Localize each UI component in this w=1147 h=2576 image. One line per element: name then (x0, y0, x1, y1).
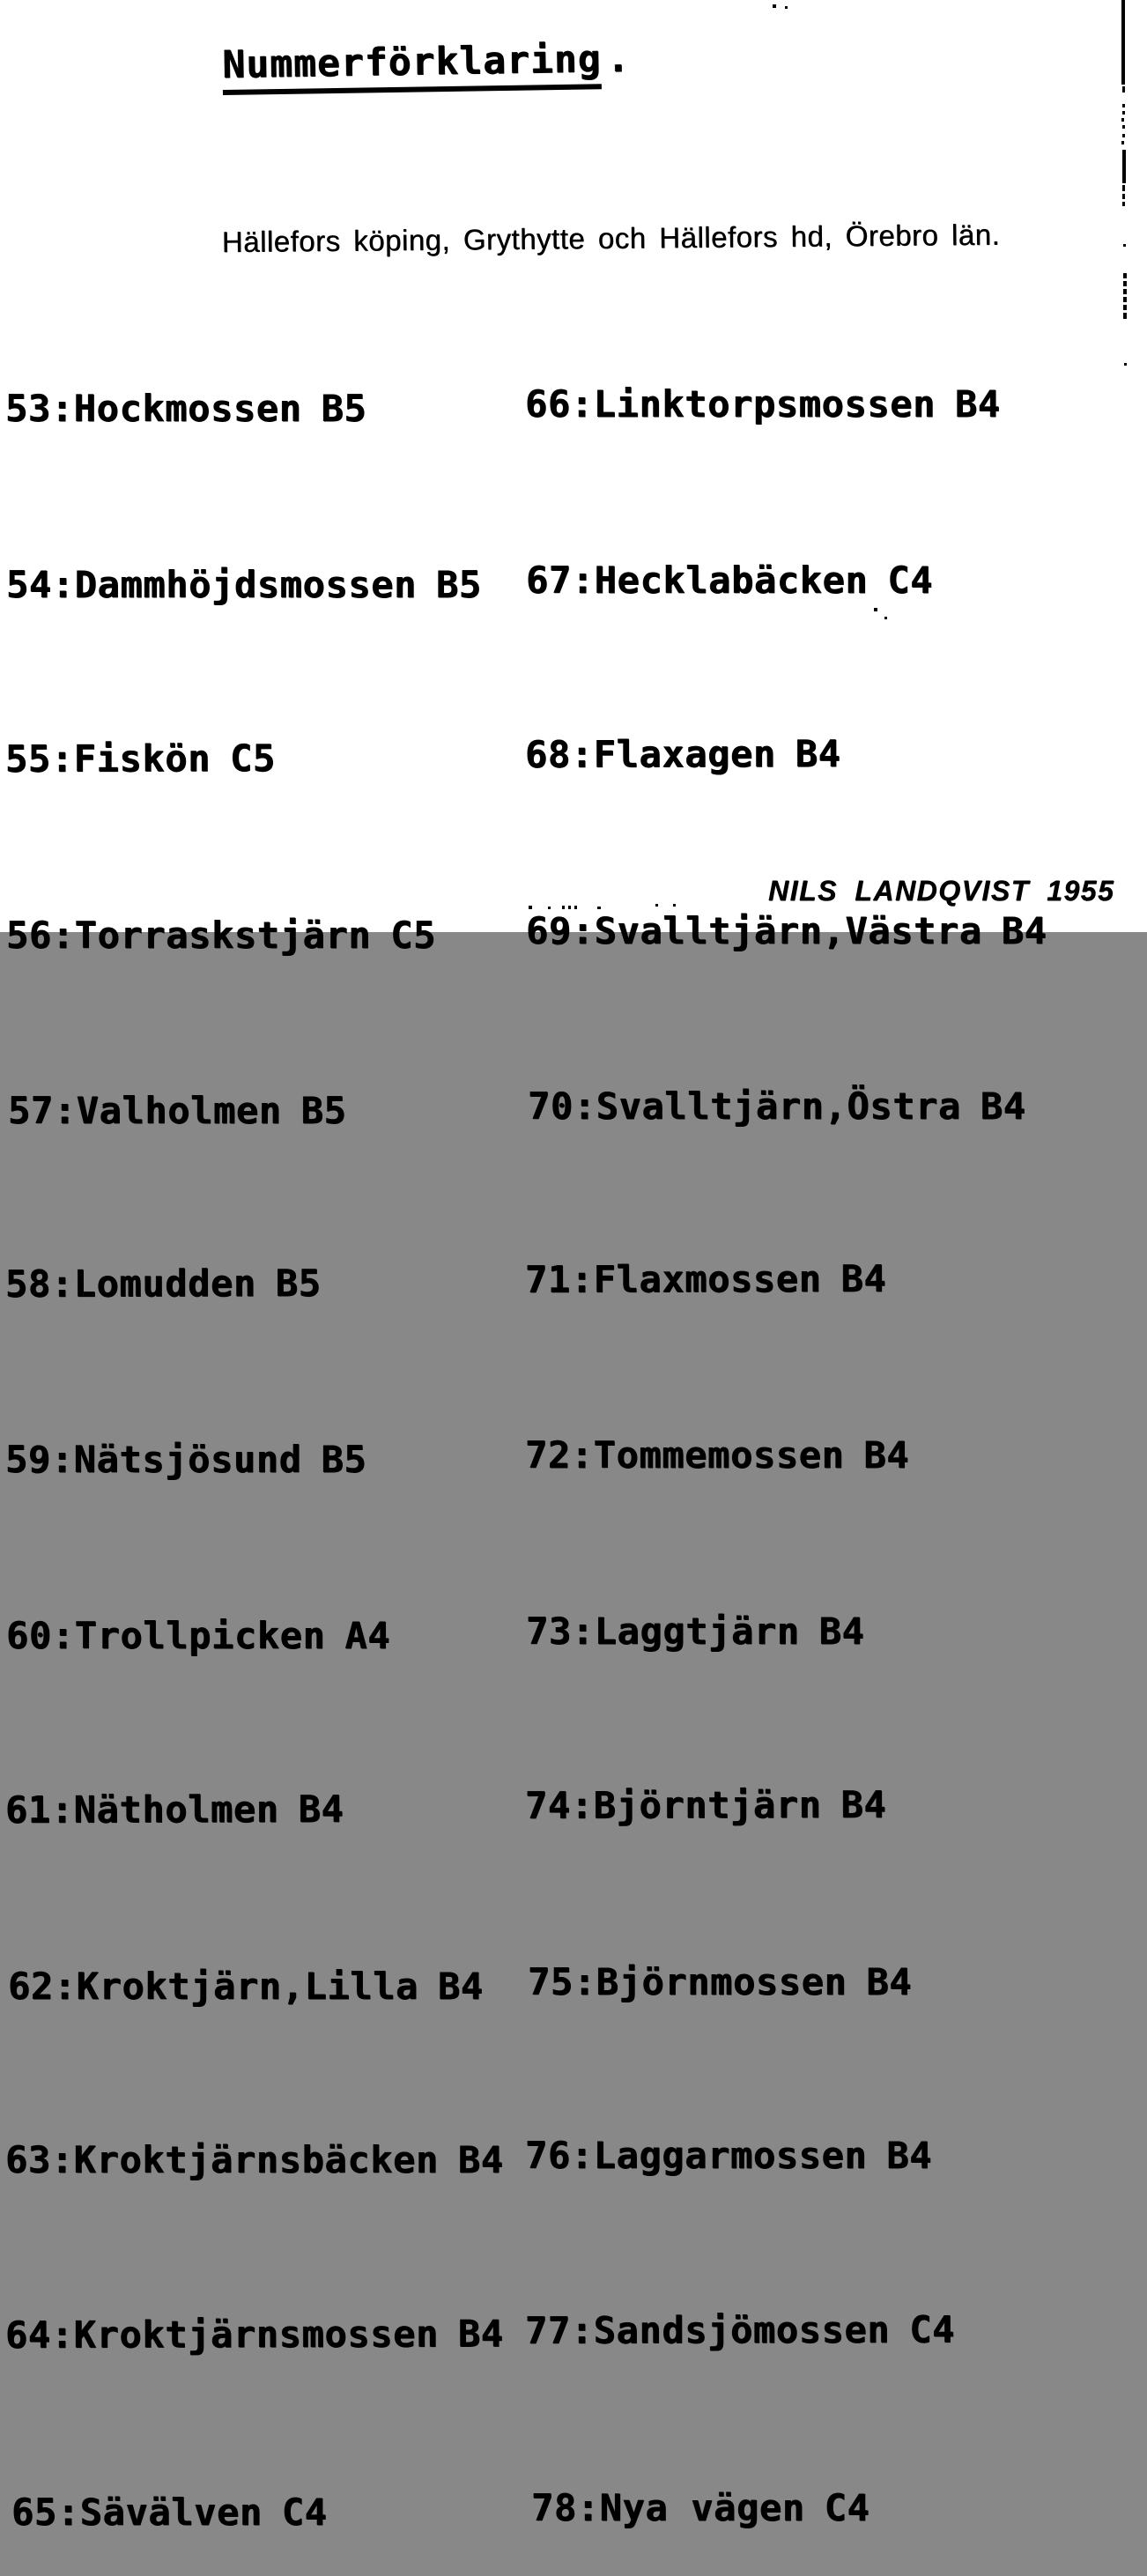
scan-artifact (1123, 281, 1127, 286)
scan-artifact (884, 617, 887, 619)
legend-entry (5, 2312, 504, 2357)
entry-separator: : (571, 908, 595, 952)
scan-artifact (1122, 185, 1125, 191)
legend-entry (5, 1262, 504, 1307)
scan-artifact (1123, 289, 1127, 294)
entry-separator: : (51, 1613, 75, 1657)
entry-grid-ref: A4 (344, 1613, 391, 1657)
entry-name: Trollpicken (74, 1613, 326, 1657)
entry-separator: : (50, 2138, 74, 2182)
legend-entry (5, 1787, 504, 1832)
entry-grid-ref: B4 (298, 1787, 344, 1831)
scan-artifact (562, 906, 565, 909)
entry-name: Flaxagen (593, 732, 776, 776)
scan-artifact (1122, 125, 1125, 129)
legend-entry (6, 1614, 505, 1658)
entry-number: 53 (5, 387, 51, 431)
entry-number: 78 (531, 2485, 577, 2529)
legend-entry (5, 2138, 504, 2182)
entry-name: Nätsjösund (73, 1438, 302, 1482)
legend-entry (528, 1960, 1049, 2004)
entry-separator: : (50, 387, 74, 431)
entry-grid-ref: C4 (887, 559, 934, 603)
entry-name: Fiskön (73, 737, 211, 781)
scan-artifact (1122, 104, 1125, 107)
entry-separator: : (576, 2485, 600, 2529)
page-title (222, 37, 631, 95)
scan-artifact (1122, 194, 1125, 199)
entry-name: Kroktjärnsbäcken (73, 2138, 439, 2182)
entry-name: Svalltjärn,Östra (596, 1084, 961, 1128)
scan-artifact (1122, 111, 1125, 115)
entry-name: Laggtjärn (594, 1609, 800, 1653)
scan-artifact (529, 906, 532, 909)
scan-artifact (1122, 202, 1125, 206)
entry-separator: : (51, 913, 75, 957)
entry-separator: : (50, 2313, 74, 2357)
legend-column-right (525, 295, 1047, 2572)
entry-separator: : (571, 559, 595, 603)
entry-grid-ref: B4 (818, 1609, 865, 1653)
entry-name: Torraskstjärn (74, 913, 372, 957)
scan-artifact (568, 906, 571, 909)
legend-entry (8, 1965, 507, 2009)
scan-artifact (1123, 273, 1127, 278)
entry-name: Sandsjömossen (593, 2307, 891, 2352)
scan-artifact (1121, 0, 1125, 85)
legend-entry (6, 914, 505, 958)
entry-name: Flaxmossen (593, 1257, 822, 1301)
legend-entry (526, 559, 1047, 603)
entry-number: 63 (5, 2138, 51, 2182)
author-signature: NILS LANDQVIST 1955 (768, 875, 1115, 907)
scan-artifact (1124, 363, 1127, 366)
legend-entry (5, 387, 504, 431)
entry-name: Laggarmossen (593, 2134, 868, 2178)
legend-entry (531, 2486, 1053, 2530)
legend-entry (525, 731, 1047, 776)
legend-entry (525, 1433, 1047, 1477)
entry-number: 56 (6, 913, 52, 957)
scan-artifact (1121, 118, 1124, 122)
legend-entry (525, 1782, 1047, 1827)
entry-name: Svalltjärn,Västra (594, 908, 982, 952)
entry-separator: : (571, 1609, 595, 1653)
legend-entry (526, 909, 1047, 953)
entry-number: 65 (11, 2490, 57, 2534)
entry-separator: : (50, 1788, 74, 1832)
entry-grid-ref: B4 (457, 2138, 504, 2182)
entry-grid-ref: B4 (840, 1257, 887, 1301)
entry-name: Kroktjärnsmossen (73, 2312, 439, 2357)
scan-artifact (548, 907, 551, 909)
page-title-period: . (606, 36, 631, 82)
entry-separator: : (53, 1088, 77, 1132)
entry-grid-ref: B5 (300, 1088, 347, 1132)
entry-grid-ref: C5 (229, 736, 276, 781)
scan-artifact (1121, 141, 1124, 144)
legend-entry (5, 1438, 504, 1482)
entry-grid-ref: B4 (886, 2134, 933, 2178)
legend-entry (525, 382, 1047, 426)
entry-grid-ref: C4 (909, 2307, 956, 2351)
entry-number: 72 (525, 1433, 571, 1477)
entry-number: 55 (4, 737, 51, 781)
entry-grid-ref: B4 (980, 1084, 1026, 1128)
legend-entry (525, 2134, 1047, 2178)
entry-grid-ref: B5 (321, 1438, 367, 1482)
entry-grid-ref: B4 (795, 731, 841, 775)
entry-separator: : (570, 1257, 594, 1302)
legend-entry (525, 1257, 1047, 1302)
entry-grid-ref: B4 (457, 2312, 504, 2356)
entry-separator: : (570, 382, 594, 426)
entry-number: 62 (8, 1964, 54, 2008)
entry-number: 77 (524, 2308, 571, 2352)
scan-artifact (1122, 134, 1125, 137)
legend-column-left (5, 300, 504, 2576)
legend-entry (8, 1089, 507, 1133)
entry-number: 71 (524, 1258, 571, 1302)
scan-artifact (1123, 244, 1126, 247)
scan-artifact (574, 906, 577, 909)
entry-grid-ref: B5 (275, 1262, 322, 1306)
page-title-text: Nummerförklaring (222, 37, 602, 95)
entry-separator: : (570, 2308, 594, 2352)
entry-name: Dammhöjdsmossen (74, 563, 417, 607)
entry-grid-ref: B5 (321, 387, 367, 431)
entry-grid-ref: B4 (954, 382, 1001, 426)
entry-number: 54 (6, 563, 52, 607)
scan-artifact (785, 6, 788, 9)
entry-number: 76 (525, 2134, 571, 2178)
entry-number: 69 (526, 908, 572, 952)
entry-separator: : (573, 1084, 596, 1128)
entry-number: 59 (5, 1438, 51, 1482)
entry-name: Sävälven (79, 2490, 263, 2534)
entry-number: 57 (8, 1088, 54, 1132)
legend-entry (525, 2307, 1047, 2352)
legend-entry (11, 2491, 510, 2535)
entry-name: Linktorpsmossen (593, 382, 936, 426)
entry-number: 64 (4, 2313, 51, 2357)
entry-grid-ref: B4 (1001, 908, 1047, 952)
entry-separator: : (570, 1433, 594, 1477)
entry-grid-ref: B5 (435, 563, 482, 607)
entry-separator: : (570, 2134, 594, 2178)
entry-separator: : (56, 2490, 80, 2534)
entry-name: Lomudden (73, 1262, 256, 1306)
entry-number: 70 (528, 1084, 574, 1128)
scan-artifact (1123, 297, 1127, 302)
entry-separator: : (50, 1262, 74, 1306)
scan-artifact (1123, 313, 1127, 319)
entry-number: 75 (528, 1959, 574, 2003)
entry-number: 73 (526, 1609, 572, 1653)
legend-entry (526, 1610, 1047, 1654)
entry-name: Hecklabäcken (594, 559, 869, 603)
entry-number: 60 (6, 1613, 52, 1657)
entry-name: Björnmossen (596, 1959, 847, 2003)
entry-number: 67 (526, 559, 572, 603)
entry-name: Björntjärn (593, 1782, 822, 1827)
entry-grid-ref: B4 (866, 1959, 913, 2003)
entry-grid-ref: B4 (863, 1433, 910, 1477)
entry-name: Hockmossen (73, 387, 302, 431)
entry-name: Nätholmen (73, 1787, 279, 1832)
legend-entry (5, 736, 504, 781)
entry-separator: : (53, 1964, 77, 2008)
entry-grid-ref: C4 (824, 2485, 870, 2529)
scan-artifact (597, 907, 601, 909)
entry-name: Valholmen (76, 1088, 282, 1132)
entry-grid-ref: C5 (390, 913, 436, 957)
scan-artifact (773, 4, 776, 8)
entry-number: 68 (524, 732, 571, 776)
legend-entry (528, 1084, 1049, 1129)
entry-number: 74 (524, 1783, 571, 1827)
entry-separator: : (570, 732, 594, 776)
entry-grid-ref: C4 (281, 2490, 328, 2534)
entry-separator: : (573, 1959, 596, 2003)
entry-number: 58 (4, 1262, 51, 1307)
scan-artifact (1122, 86, 1125, 93)
entry-grid-ref: B4 (437, 1964, 484, 2008)
entry-separator: : (50, 1438, 74, 1482)
entry-name: Tommemossen (593, 1433, 845, 1477)
scan-artifact (874, 608, 877, 611)
entry-name: Kroktjärn,Lilla (76, 1964, 418, 2008)
entry-name: Nya vägen (599, 2485, 805, 2529)
legend-entry (6, 563, 505, 607)
scan-artifact (673, 904, 676, 907)
entry-grid-ref: B4 (840, 1782, 887, 1826)
scan-artifact (1122, 150, 1126, 183)
region-subtitle: Hällefors köping, Grythytte och Hällefors hd, Örebro län. (221, 218, 1001, 259)
scan-artifact (1123, 305, 1127, 310)
entry-separator: : (51, 563, 75, 607)
entry-separator: : (50, 737, 74, 781)
entry-number: 66 (525, 382, 571, 426)
entry-number: 61 (4, 1788, 51, 1832)
scan-artifact (655, 904, 658, 907)
entry-separator: : (570, 1783, 594, 1827)
